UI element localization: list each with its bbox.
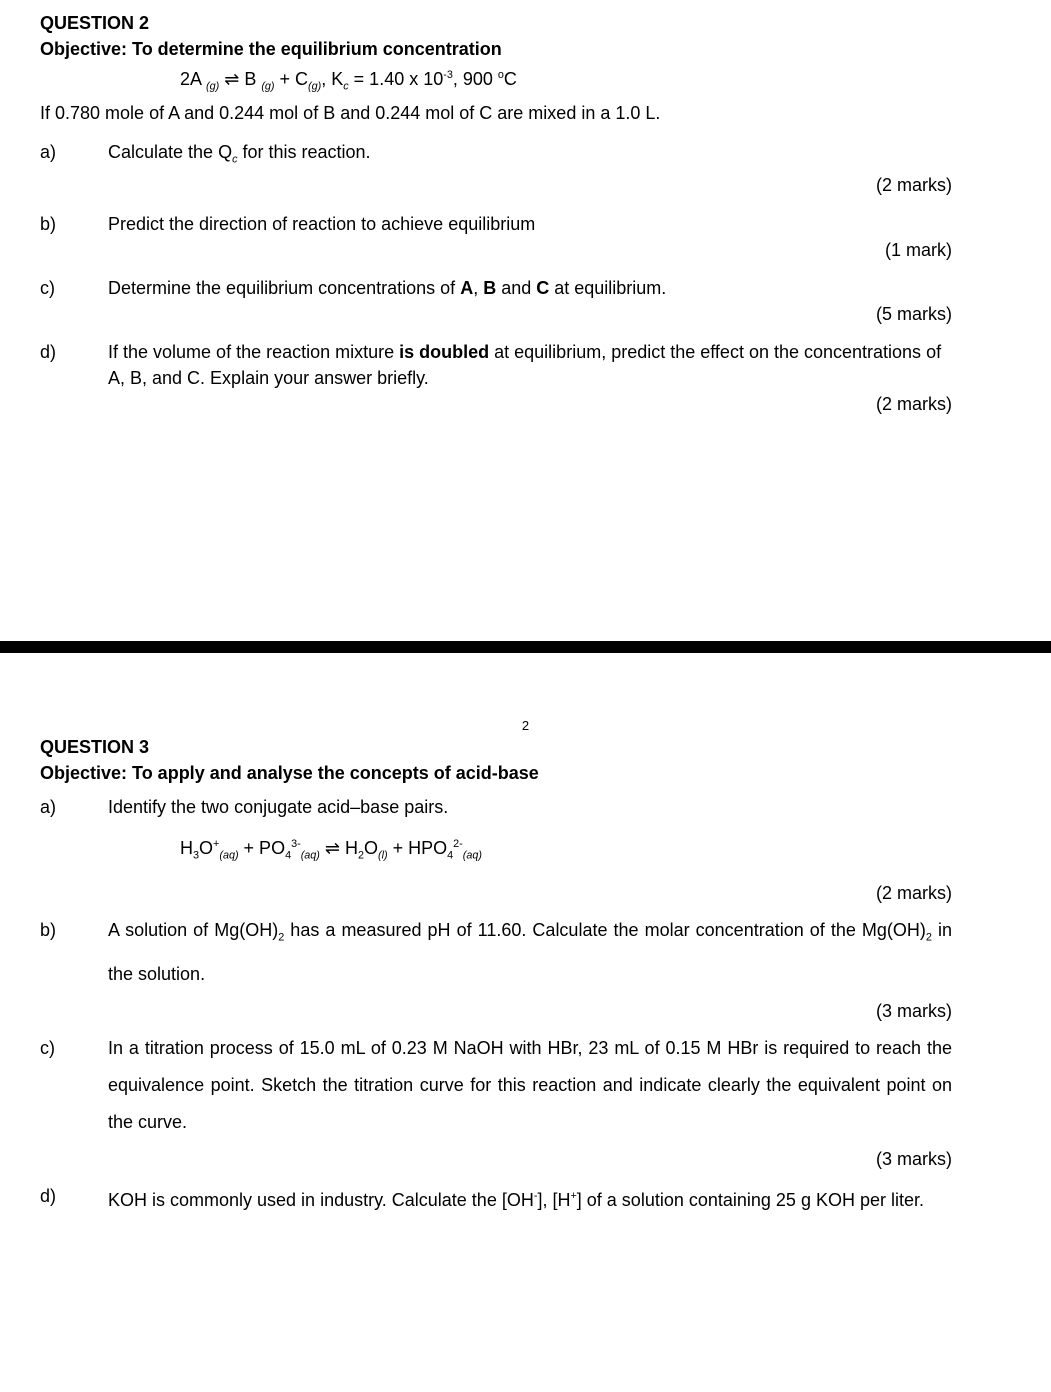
question2-item-a	[40, 139, 952, 173]
question3-item-c	[40, 1030, 952, 1141]
question3-equation: $H_3O^+_{(aq)} + PO_4^{3-}_{(aq)}$ ⇌ $H_2O_{(l)} + HPO_4^{2-}_{(aq)}$	[180, 838, 482, 862]
question3-item-d	[40, 1178, 952, 1219]
question2-intro: If 0.780 mole of A and 0.244 mol of B and 0.244 mol of C are mixed in a 1.0 L.	[40, 102, 661, 123]
question2-equation: 2A $_{(g)}$ ⇌ B $_{(g)} + C_{(g)}$, $K_c = 1.40$ x $10^{-3}$, 900 $^o$C	[180, 69, 517, 93]
question2-section	[0, 10, 1051, 417]
question3-objective: Objective: To apply and analyse the concepts of acid-base	[40, 763, 539, 784]
question2-objective: Objective: To determine the equilibrium concentration	[40, 39, 502, 59]
question3-section	[0, 734, 1051, 1219]
page-number: 2	[521, 718, 530, 734]
marks: (1 mark)	[885, 240, 952, 261]
item-label: a)	[40, 797, 57, 818]
item-text: In a titration process of 15.0 mL of 0.23 M NaOH with HBr, 23 mL of 0.15 M HBr is required to reach the equivalence point. Sketch the titration curve for this reaction and indicate clearly the equivalent point on the curve.	[108, 1038, 952, 1133]
item-label: b)	[40, 919, 57, 940]
item-label: d)	[40, 342, 57, 363]
item-text: Calculate the $Q_c$ for this reaction.	[108, 141, 371, 166]
page-divider	[0, 641, 1051, 653]
item-text: Predict the direction of reaction to achieve equilibrium	[108, 214, 536, 235]
question3-item-b	[40, 912, 952, 994]
marks: (2 marks)	[876, 175, 952, 196]
item-text: Determine the equilibrium concentrations of A, B and C at equilibrium.	[108, 278, 667, 299]
question2-item-c	[40, 275, 952, 301]
item-label: c)	[40, 278, 55, 299]
item-text: Identify the two conjugate acid–base pairs.	[108, 797, 449, 818]
marks: (3 marks)	[876, 1149, 952, 1170]
item-label: b)	[40, 214, 57, 235]
item-label: a)	[40, 141, 57, 162]
question2-title: QUESTION 2	[40, 13, 150, 33]
question3-title: QUESTION 3	[40, 737, 150, 758]
marks: (5 marks)	[876, 304, 952, 325]
item-text: If the volume of the reaction mixture is doubled at equilibrium, predict the effect on the concentrations of A, B, and C. Explain your answer briefly.	[108, 342, 942, 389]
marks: (2 marks)	[876, 394, 952, 415]
question2-item-b	[40, 211, 952, 237]
item-text: KOH is commonly used in industry. Calculate the [OH-], [H+] of a solution containing 25 g KOH per liter.	[108, 1190, 924, 1211]
item-label: d)	[40, 1186, 57, 1207]
marks: (2 marks)	[876, 882, 952, 903]
marks: (3 marks)	[876, 1001, 952, 1022]
item-text: A solution of $Mg(OH)_2$ has a measured pH of 11.60. Calculate the molar concentration of the $Mg(OH)_2$ in the solution.	[108, 919, 953, 985]
item-label: c)	[40, 1038, 55, 1059]
question2-item-d	[40, 339, 952, 391]
question3-item-a	[40, 789, 952, 826]
